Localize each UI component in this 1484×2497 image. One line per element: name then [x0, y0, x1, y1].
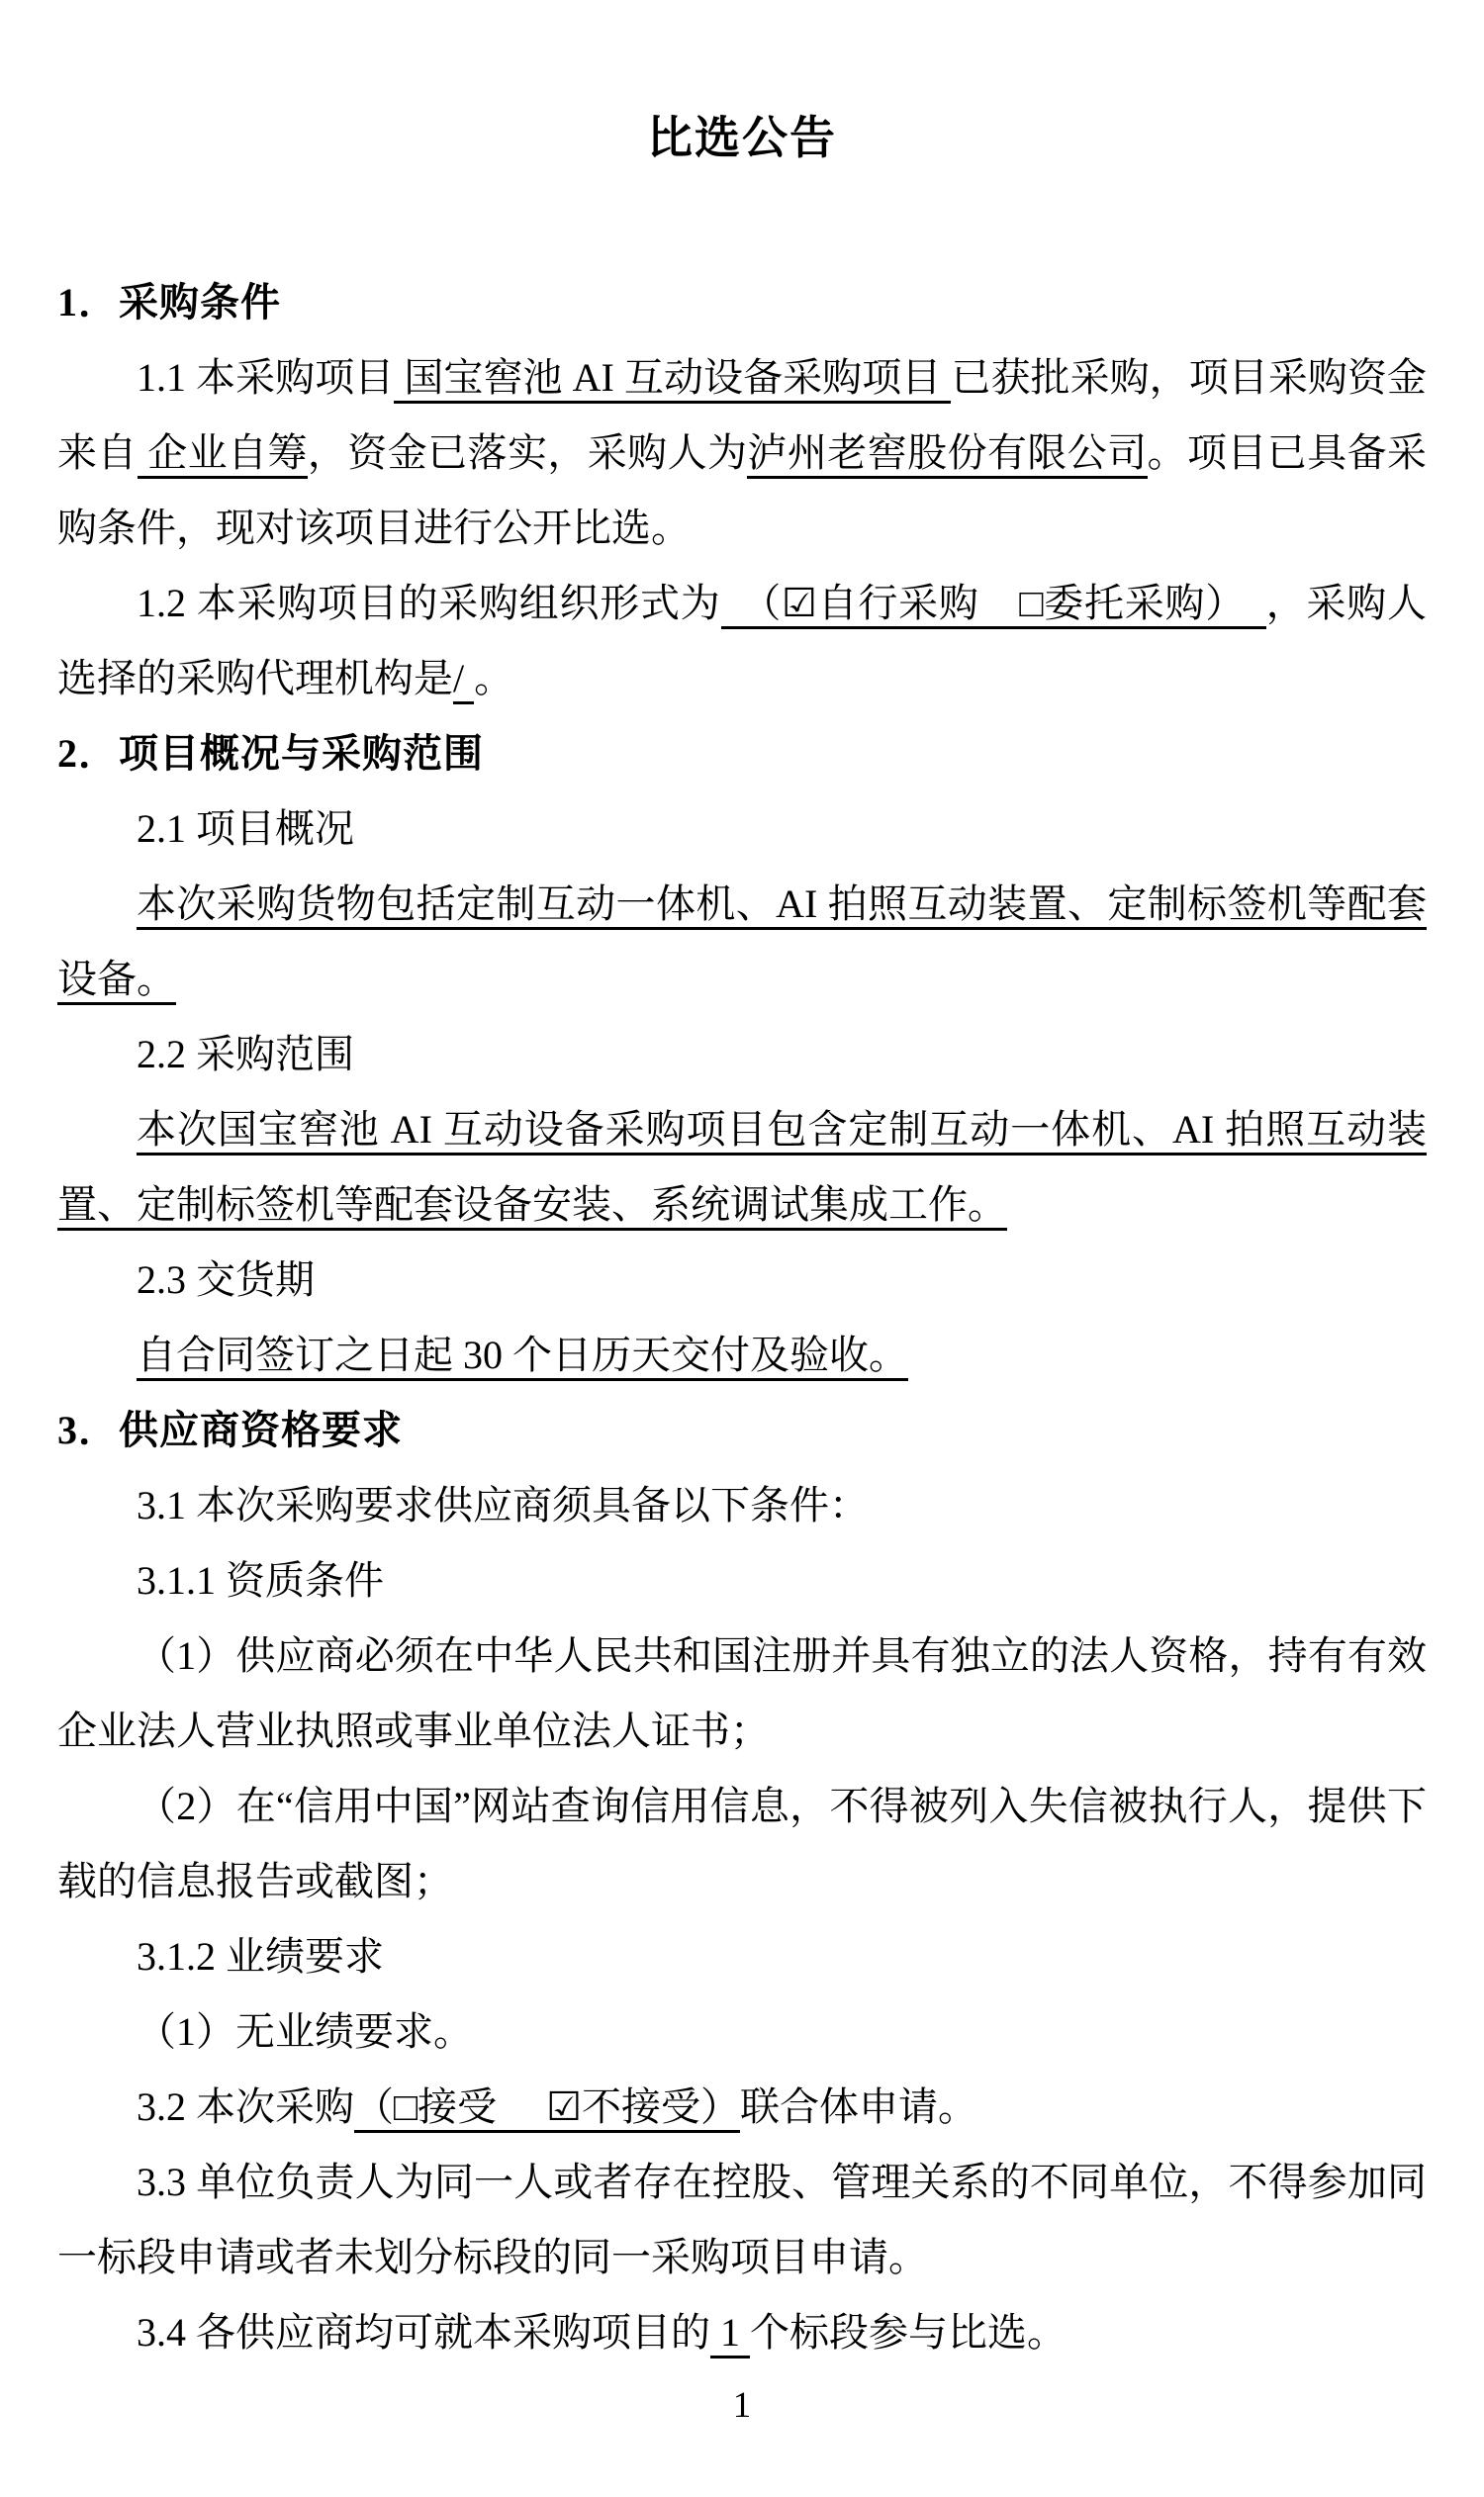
purchaser-name-blank: 泸州老窖股份有限公司 — [747, 430, 1147, 479]
para-2-1-body — [57, 867, 1427, 1017]
para-2-2-body — [57, 1092, 1427, 1243]
para-3-1-2-heading: 3.1.2 业绩要求 — [137, 1934, 384, 1979]
para-1-1-tail: 。项目已具备采购条件，现对该项目进行公开比选。 — [57, 430, 1428, 550]
unchecked-checkbox-icon: □ — [394, 2084, 418, 2129]
checked-checkbox-icon: ☑ — [782, 581, 817, 625]
section-1-heading: 1．采购条件 — [57, 280, 281, 324]
jv-option-accept: 接受 — [417, 2084, 547, 2129]
para-1-2-lead: 1.2 本采购项目的采购组织形式为 — [137, 581, 721, 625]
para-3-4-tail: 个标段参与比选。 — [750, 2310, 1067, 2355]
delivery-period-blank: 自合同签订之日起 30 个日历天交付及验收。 — [137, 1333, 908, 1381]
para-2-3-heading: 2.3 交货期 — [137, 1257, 315, 1302]
org-form-option-self: 自行采购 — [816, 581, 1020, 625]
para-1-1 — [57, 340, 1427, 566]
procurement-scope-blank: 本次国宝窖池 AI 互动设备采购项目包含定制互动一体机、AI 拍照互动装置、定制标签机等配套设备安装、系统调试集成工作。 — [57, 1107, 1427, 1231]
para-1-1-lead: 1.1 本采购项目 — [137, 355, 395, 400]
funding-source-blank: 企业自筹 — [138, 430, 308, 479]
agency-blank: / — [453, 656, 474, 704]
unchecked-checkbox-icon: □ — [1019, 581, 1045, 625]
para-2-1-heading: 2.1 项目概况 — [137, 806, 354, 851]
para-3-1-2-item-1: （1）无业绩要求。 — [137, 2009, 473, 2054]
para-3-1-heading: 3.1 本次采购要求供应商须具备以下条件： — [137, 1483, 869, 1527]
project-name-blank: 国宝窖池 AI 互动设备采购项目 — [394, 355, 951, 404]
para-2-3-body — [57, 1318, 1427, 1393]
joint-venture-blank — [354, 2084, 740, 2133]
para-3-3: 3.3 单位负责人为同一人或者存在控股、管理关系的不同单位，不得参加同一标段申请或者未划分标段的同一采购项目申请。 — [57, 2160, 1427, 2279]
para-1-2-tail: 。 — [474, 656, 514, 700]
para-3-4-lead: 3.4 各供应商均可就本采购项目的 — [137, 2310, 710, 2355]
para-3-1-1-item-1: （1）供应商必须在中华人民共和国注册并具有独立的法人资格，持有有效企业法人营业执照或事业单位法人证书； — [57, 1633, 1427, 1753]
para-2-2-heading: 2.2 采购范围 — [137, 1032, 354, 1076]
para-3-1-1-item-2: （2）在“信用中国”网站查询信用信息，不得被列入失信被执行人，提供下载的信息报告或截图； — [57, 1784, 1427, 1903]
section-3-heading: 3．供应商资格要求 — [57, 1408, 403, 1452]
para-1-2-mid: ，采购人选择的采购代理机构是 — [57, 581, 1428, 700]
para-1-1-mid1: 已获批采购，项目采购资金来自 — [57, 355, 1427, 475]
para-3-2-lead: 3.2 本次采购 — [137, 2084, 354, 2129]
para-1-1-mid2: ，资金已落实，采购人为 — [307, 430, 748, 475]
org-form-blank — [721, 581, 1266, 629]
para-3-2-tail: 联合体申请。 — [740, 2084, 978, 2129]
page-number: 1 — [732, 2385, 752, 2426]
para-3-2 — [57, 2070, 1427, 2145]
org-form-option-delegated: 委托采购） — [1044, 581, 1266, 625]
para-3-1-1-heading: 3.1.1 资质条件 — [137, 1558, 384, 1603]
lot-count-blank: 1 — [710, 2310, 750, 2358]
para-3-4 — [57, 2295, 1427, 2370]
checked-checkbox-icon: ☑ — [546, 2084, 583, 2129]
org-form-open-paren: （ — [720, 581, 782, 625]
section-2-heading: 2．项目概况与采购范围 — [57, 731, 484, 776]
jv-option-reject: 不接受） — [582, 2084, 741, 2129]
document-title: 比选公告 — [647, 113, 837, 163]
para-1-2 — [57, 566, 1427, 716]
project-overview-blank: 本次采购货物包括定制互动一体机、AI 拍照互动装置、定制标签机等配套设备。 — [57, 881, 1427, 1005]
jv-open-paren: （ — [354, 2084, 394, 2129]
